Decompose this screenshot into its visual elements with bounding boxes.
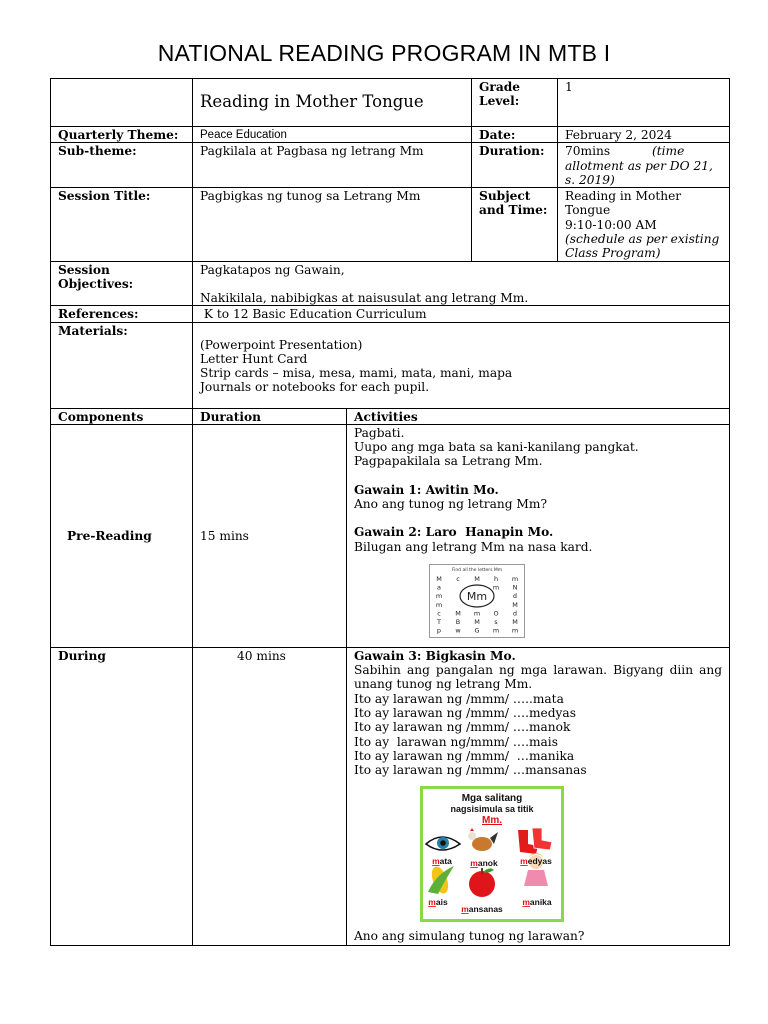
poster-word: manok <box>470 857 498 868</box>
card-letter: M <box>512 600 518 609</box>
date-value: February 2, 2024 <box>558 127 730 143</box>
references-row <box>51 306 730 322</box>
poster-title-2: nagsisimula sa titik <box>450 803 534 814</box>
poster-word: manika <box>522 896 552 907</box>
activity-line: Uupo ang mga bata sa kani-kanilang pangkat. <box>354 440 639 455</box>
poster-word: medyas <box>520 855 552 866</box>
card-letter: w <box>455 626 461 635</box>
during-label: During <box>51 647 193 945</box>
card-letter: M <box>474 574 480 583</box>
material-item: Strip cards – misa, mesa, mami, mata, mani, mapa <box>200 366 513 381</box>
activities-header: Activities <box>347 408 730 424</box>
card-letter: m <box>473 609 481 618</box>
card-letter: a <box>437 583 441 592</box>
poster-title-1: Mga salitang <box>461 792 523 804</box>
card-letter: M <box>474 617 480 626</box>
subtheme-value: Pagkilala at Pagbasa ng letrang Mm <box>193 143 472 188</box>
subtheme-label: Sub-theme: <box>51 143 193 188</box>
during-question: Ano ang simulang tunog ng larawan? <box>354 928 585 943</box>
grade-label: Grade Level: <box>472 79 558 127</box>
gawain-3-instruction: Sabihin ang pangalan ng mga larawan. Bigyang diin ang unang tunog ng letrang Mm. <box>354 663 723 692</box>
activity-line: Pagpapakilala sa Letrang Mm. <box>354 454 543 469</box>
components-header-row <box>51 408 730 424</box>
card-letter: m <box>435 592 443 601</box>
card-letter: G <box>474 626 480 635</box>
card-letter: d <box>512 592 518 601</box>
subject-title: Reading in Mother Tongue <box>193 79 472 127</box>
theme-value: Peace Education <box>193 127 472 143</box>
subtheme-row <box>51 143 730 188</box>
duration-note: (time allotment as per DO 21, s. 2019) <box>565 144 713 187</box>
activity-line: Ito ay larawan ng /mmm/ …mansanas <box>354 763 587 778</box>
activity-line: Ito ay larawan ng /mmm/ ….medyas <box>354 706 576 721</box>
objectives-line-1: Pagkatapos ng Gawain, <box>200 262 345 277</box>
activity-line: Ito ay larawan ng/mmm/ ….mais <box>354 734 558 749</box>
card-letter: d <box>512 609 518 618</box>
gawain-2-title: Gawain 2: Laro Hanapin Mo. <box>354 525 554 540</box>
document-title: NATIONAL READING PROGRAM IN MTB I <box>157 40 611 66</box>
materials-row <box>51 322 730 408</box>
grade-value: 1 <box>558 79 730 127</box>
during-duration: 40 mins <box>193 647 347 945</box>
references-value: K to 12 Basic Education Curriculum <box>193 306 730 322</box>
materials-label: Materials: <box>51 322 193 408</box>
activity-line: Ito ay larawan ng /mmm/ …manika <box>354 748 575 763</box>
card-letter: c <box>437 609 441 618</box>
card-letter: c <box>456 574 460 583</box>
materials-cell <box>193 322 730 408</box>
material-item: Journals or notebooks for each pupil. <box>200 380 430 395</box>
components-header: Components <box>51 408 193 424</box>
session-row <box>51 188 730 261</box>
duration-value: 70mins <box>565 144 611 159</box>
card-heading: Find all the letters Mm <box>451 567 503 573</box>
card-letter: T <box>437 617 441 626</box>
blank-cell <box>51 79 193 127</box>
objectives-line-2: Nakikilala, nabibigkas at naisusulat ang letrang Mm. <box>200 290 529 305</box>
subject-time-cell <box>558 188 730 261</box>
poster-word: mais <box>428 896 448 907</box>
pre-reading-label: Pre-Reading <box>51 424 193 647</box>
theme-row <box>51 127 730 143</box>
letter-hunt-card <box>429 564 525 638</box>
session-value: Pagbigkas ng tunog sa Letrang Mm <box>193 188 472 261</box>
mm-words-poster <box>420 786 564 922</box>
card-letter: M <box>436 574 442 583</box>
activity-line: Ito ay larawan ng /mmm/ ….manok <box>354 720 571 735</box>
card-letter: s <box>494 617 498 626</box>
card-letter: B <box>455 617 461 626</box>
subject-time-label: Subject and Time: <box>472 188 558 261</box>
card-letter: M <box>455 609 461 618</box>
duration-cell <box>558 143 730 188</box>
card-letter: m <box>511 574 519 583</box>
during-activities <box>347 647 730 945</box>
pre-reading-duration: 15 mins <box>193 424 347 647</box>
gawain-3-title: Gawain 3: Bigkasin Mo. <box>354 648 516 663</box>
gawain-2-text: Bilugan ang letrang Mm na nasa kard. <box>354 539 593 554</box>
card-letter: m <box>492 583 500 592</box>
schedule-note: (schedule as per existing Class Program) <box>565 232 720 261</box>
poster-word: mata <box>432 855 452 866</box>
objectives-row <box>51 261 730 306</box>
poster-title-3: Mm. <box>482 814 502 826</box>
activity-line: Pagbati. <box>354 425 405 440</box>
card-letter: M <box>512 617 518 626</box>
duration-header: Duration <box>193 408 347 424</box>
header-row <box>51 79 730 127</box>
lesson-plan-table <box>50 78 730 946</box>
objectives-cell <box>193 261 730 306</box>
subject-value: Reading in Mother Tongue <box>565 189 682 218</box>
card-letter: p <box>436 626 442 635</box>
poster-word: mansanas <box>461 903 503 914</box>
card-letter: m <box>435 600 443 609</box>
pre-reading-row <box>51 424 730 647</box>
time-value: 9:10-10:00 AM <box>565 217 657 232</box>
session-label: Session Title: <box>51 188 193 261</box>
card-center-letter: Mm <box>466 589 488 603</box>
objectives-label: Session Objectives: <box>51 261 193 306</box>
duration-label: Duration: <box>472 143 558 188</box>
card-letter: N <box>512 583 518 592</box>
card-letter: O <box>493 609 499 618</box>
references-label: References: <box>51 306 193 322</box>
gawain-1-text: Ano ang tunog ng letrang Mm? <box>354 497 547 512</box>
pre-reading-activities <box>347 424 730 647</box>
gawain-1-title: Gawain 1: Awitin Mo. <box>354 482 499 497</box>
material-item: (Powerpoint Presentation) <box>200 337 363 352</box>
material-item: Letter Hunt Card <box>200 351 308 366</box>
card-letter: m <box>511 626 519 635</box>
card-letter: m <box>492 626 500 635</box>
card-letter: h <box>493 574 499 583</box>
activity-line: Ito ay larawan ng /mmm/ …..mata <box>354 691 564 706</box>
date-label: Date: <box>472 127 558 143</box>
during-row <box>51 647 730 945</box>
theme-label: Quarterly Theme: <box>51 127 193 143</box>
